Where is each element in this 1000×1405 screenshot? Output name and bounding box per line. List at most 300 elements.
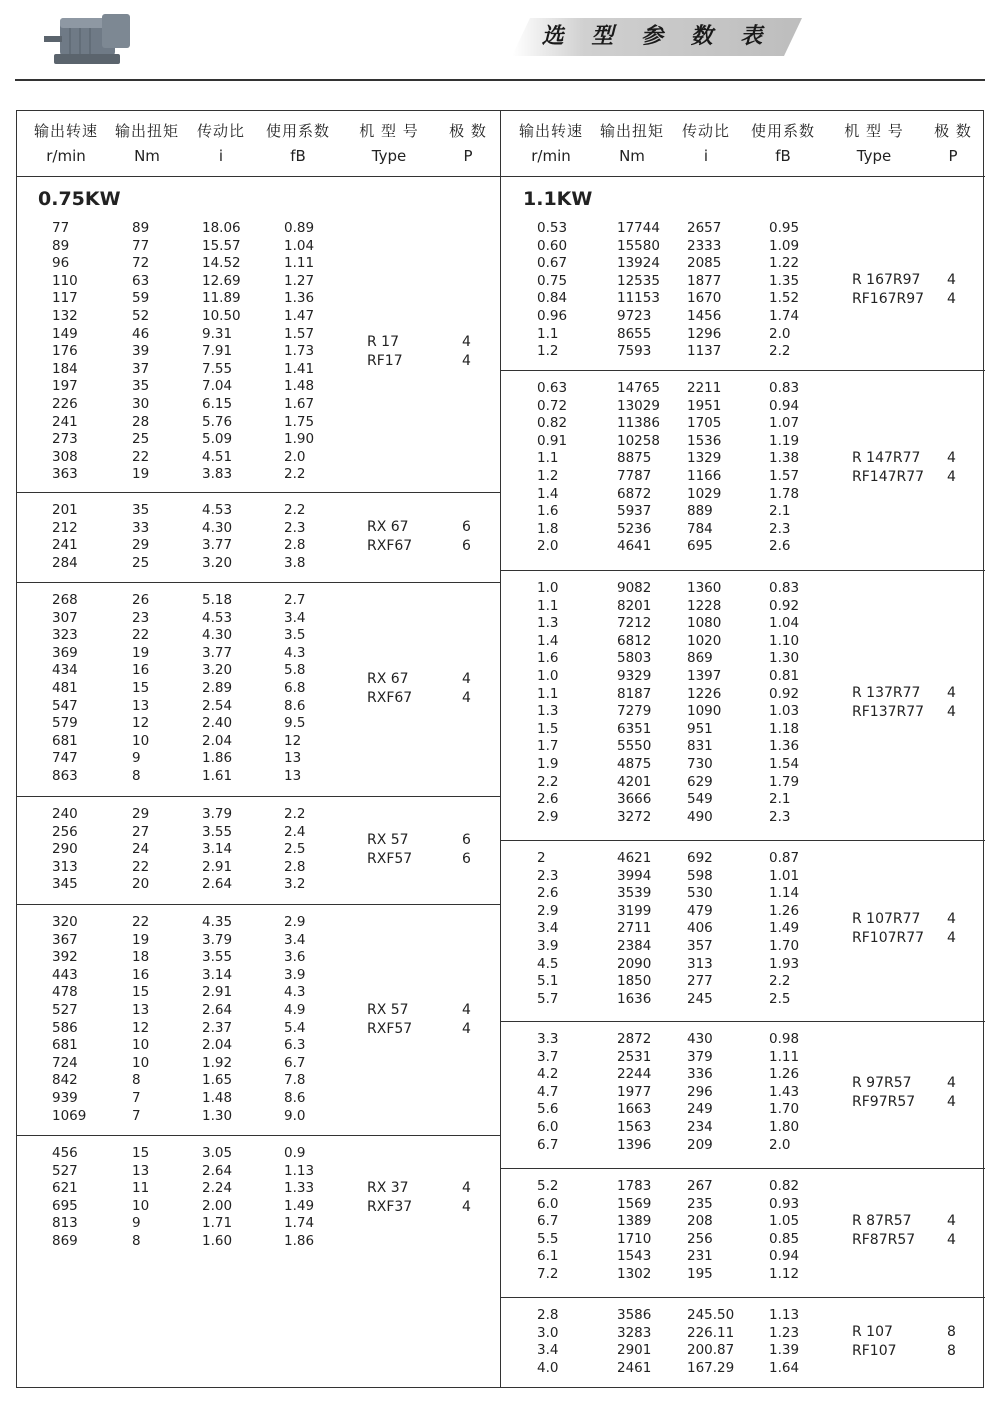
torque-cell: 3539 bbox=[617, 885, 652, 902]
speed-cell: 0.53 bbox=[537, 220, 568, 236]
service-factor-cell: 1.26 bbox=[769, 1066, 800, 1083]
ratio-cell: 3.14 bbox=[202, 966, 233, 983]
table-row bbox=[16, 680, 500, 698]
pole-count: 4 bbox=[947, 911, 956, 928]
ratio-cell: 951 bbox=[687, 720, 713, 737]
table-row bbox=[501, 1360, 985, 1378]
speed-cell: 1.1 bbox=[537, 685, 559, 702]
ratio-cell: 1.86 bbox=[202, 750, 233, 767]
torque-cell: 13 bbox=[132, 697, 150, 714]
speed-cell: 1.0 bbox=[537, 580, 559, 596]
service-factor-cell: 1.11 bbox=[769, 1048, 800, 1065]
ratio-cell: 1329 bbox=[687, 450, 722, 467]
speed-cell: 1.6 bbox=[537, 503, 559, 520]
ratio-cell: 1.60 bbox=[202, 1233, 233, 1249]
pole-count: 6 bbox=[462, 832, 471, 848]
table-row bbox=[16, 255, 500, 273]
table-row bbox=[501, 1248, 985, 1266]
ratio-cell: 6.15 bbox=[202, 396, 233, 412]
torque-cell: 29 bbox=[132, 806, 150, 822]
torque-cell: 11 bbox=[132, 1180, 150, 1197]
table-row bbox=[16, 238, 500, 256]
ratio-cell: 889 bbox=[687, 503, 713, 520]
table-row bbox=[16, 750, 500, 768]
header-label-zh: 使用系数 bbox=[265, 122, 330, 140]
table-row bbox=[501, 991, 985, 1009]
pole-count: 4 bbox=[462, 670, 471, 687]
service-factor-cell: 9.0 bbox=[284, 1107, 306, 1124]
torque-cell: 30 bbox=[132, 396, 150, 412]
speed-cell: 0.67 bbox=[537, 255, 568, 272]
header-rule bbox=[15, 79, 985, 81]
ratio-cell: 2.91 bbox=[202, 858, 233, 875]
table-row bbox=[16, 1163, 500, 1181]
type-group bbox=[16, 110, 500, 493]
service-factor-cell: 1.33 bbox=[284, 1180, 315, 1197]
service-factor-cell: 0.83 bbox=[769, 580, 800, 596]
speed-cell: 0.63 bbox=[537, 380, 568, 396]
torque-cell: 8 bbox=[132, 768, 141, 784]
service-factor-cell: 2.6 bbox=[769, 538, 791, 555]
gear-motor-icon bbox=[40, 10, 135, 70]
torque-cell: 77 bbox=[132, 237, 150, 254]
speed-cell: 842 bbox=[52, 1072, 78, 1089]
torque-cell: 8 bbox=[132, 1233, 141, 1249]
service-factor-cell: 6.3 bbox=[284, 1037, 306, 1054]
service-factor-cell: 13 bbox=[284, 768, 302, 784]
speed-cell: 176 bbox=[52, 343, 78, 360]
torque-cell: 33 bbox=[132, 519, 150, 536]
table-row bbox=[16, 932, 500, 950]
table-row bbox=[501, 433, 985, 451]
speed-cell: 149 bbox=[52, 325, 78, 342]
ratio-cell: 226.11 bbox=[687, 1324, 735, 1341]
service-factor-cell: 2.0 bbox=[284, 448, 306, 465]
service-factor-cell: 1.36 bbox=[284, 290, 315, 307]
service-factor-cell: 1.75 bbox=[284, 413, 315, 430]
ratio-cell: 2.89 bbox=[202, 680, 233, 696]
ratio-cell: 479 bbox=[687, 902, 713, 919]
table-row bbox=[16, 967, 500, 985]
ratio-cell: 3.79 bbox=[202, 931, 233, 948]
type-group bbox=[501, 1168, 985, 1298]
torque-cell: 5550 bbox=[617, 738, 652, 755]
table-row bbox=[501, 721, 985, 739]
service-factor-cell: 1.49 bbox=[769, 920, 800, 937]
speed-cell: 1.3 bbox=[537, 703, 559, 720]
torque-cell: 15580 bbox=[617, 237, 660, 254]
service-factor-cell: 1.79 bbox=[769, 773, 800, 790]
speed-cell: 681 bbox=[52, 732, 78, 749]
torque-cell: 4641 bbox=[617, 538, 652, 555]
pole-count: 4 bbox=[947, 1212, 956, 1229]
service-factor-cell: 12 bbox=[284, 732, 302, 749]
torque-cell: 15 bbox=[132, 984, 150, 1001]
service-factor-cell: 0.92 bbox=[769, 597, 800, 614]
pole-count: 4 bbox=[462, 689, 471, 706]
ratio-cell: 5.18 bbox=[202, 592, 233, 608]
torque-cell: 15 bbox=[132, 1145, 150, 1161]
table-row bbox=[501, 756, 985, 774]
ratio-cell: 4.30 bbox=[202, 519, 233, 536]
table-row bbox=[501, 238, 985, 256]
ratio-cell: 7.91 bbox=[202, 343, 233, 360]
torque-cell: 9723 bbox=[617, 308, 652, 324]
torque-cell: 16 bbox=[132, 966, 150, 983]
type-label: R 17 bbox=[367, 334, 399, 350]
speed-cell: 392 bbox=[52, 949, 78, 966]
type-label: R 87R57 bbox=[852, 1212, 912, 1229]
speed-cell: 6.0 bbox=[537, 1195, 559, 1212]
pole-count: 4 bbox=[947, 291, 956, 308]
ratio-cell: 831 bbox=[687, 738, 713, 755]
torque-cell: 35 bbox=[132, 502, 150, 518]
speed-cell: 363 bbox=[52, 466, 78, 483]
pole-count: 4 bbox=[947, 1074, 956, 1091]
table-row bbox=[16, 1215, 500, 1233]
service-factor-cell: 2.0 bbox=[769, 1136, 791, 1153]
table-row bbox=[501, 220, 985, 238]
ratio-cell: 1296 bbox=[687, 325, 722, 342]
speed-cell: 621 bbox=[52, 1180, 78, 1197]
service-factor-cell: 0.81 bbox=[769, 668, 800, 684]
header-label-en: r/min bbox=[46, 147, 86, 165]
ratio-cell: 12.69 bbox=[202, 272, 241, 289]
service-factor-cell: 8.6 bbox=[284, 697, 306, 714]
table-row bbox=[501, 809, 985, 827]
service-factor-cell: 1.36 bbox=[769, 738, 800, 755]
table-row bbox=[501, 1342, 985, 1360]
service-factor-cell: 3.4 bbox=[284, 609, 306, 626]
ratio-cell: 1080 bbox=[687, 615, 722, 632]
speed-cell: 117 bbox=[52, 290, 78, 307]
torque-cell: 2461 bbox=[617, 1359, 652, 1376]
torque-cell: 8875 bbox=[617, 450, 652, 467]
torque-cell: 7279 bbox=[617, 703, 652, 720]
service-factor-cell: 2.3 bbox=[284, 519, 306, 536]
type-label: RX 67 bbox=[367, 519, 409, 536]
service-factor-cell: 2.2 bbox=[284, 466, 306, 483]
service-factor-cell: 1.11 bbox=[284, 255, 315, 272]
pole-count: 4 bbox=[462, 353, 471, 369]
ratio-cell: 249 bbox=[687, 1101, 713, 1118]
torque-cell: 19 bbox=[132, 466, 150, 483]
table-row bbox=[501, 738, 985, 756]
service-factor-cell: 0.95 bbox=[769, 220, 800, 236]
service-factor-cell: 7.8 bbox=[284, 1072, 306, 1089]
torque-cell: 8187 bbox=[617, 685, 652, 702]
service-factor-cell: 2.2 bbox=[284, 806, 306, 822]
service-factor-cell: 8.6 bbox=[284, 1090, 306, 1106]
speed-cell: 5.6 bbox=[537, 1101, 559, 1118]
speed-cell: 695 bbox=[52, 1197, 78, 1214]
ratio-cell: 2.91 bbox=[202, 984, 233, 1001]
type-group bbox=[501, 1297, 985, 1388]
torque-cell: 1543 bbox=[617, 1248, 652, 1265]
service-factor-cell: 1.80 bbox=[769, 1119, 800, 1135]
service-factor-cell: 1.18 bbox=[769, 720, 800, 737]
speed-cell: 184 bbox=[52, 360, 78, 377]
ratio-cell: 245.50 bbox=[687, 1307, 735, 1323]
service-factor-cell: 1.73 bbox=[284, 343, 315, 360]
type-group bbox=[16, 1135, 500, 1388]
table-row bbox=[16, 555, 500, 573]
table-row bbox=[16, 1180, 500, 1198]
speed-cell: 1.5 bbox=[537, 720, 559, 737]
speed-cell: 1.4 bbox=[537, 632, 559, 649]
service-factor-cell: 0.9 bbox=[284, 1145, 306, 1161]
service-factor-cell: 3.9 bbox=[284, 966, 306, 983]
header-label-zh: 输出扭矩 bbox=[599, 122, 664, 140]
service-factor-cell: 3.2 bbox=[284, 876, 306, 893]
speed-cell: 226 bbox=[52, 396, 78, 412]
table-row bbox=[16, 537, 500, 555]
table-row bbox=[501, 850, 985, 868]
ratio-cell: 2.54 bbox=[202, 697, 233, 714]
table-row bbox=[16, 645, 500, 663]
table-row bbox=[501, 503, 985, 521]
ratio-cell: 256 bbox=[687, 1230, 713, 1247]
type-group bbox=[501, 840, 985, 1022]
ratio-cell: 1360 bbox=[687, 580, 722, 596]
speed-cell: 4.7 bbox=[537, 1083, 559, 1100]
service-factor-cell: 0.85 bbox=[769, 1230, 800, 1247]
header-label-zh: 极 数 bbox=[934, 122, 972, 140]
torque-cell: 3666 bbox=[617, 791, 652, 808]
speed-cell: 313 bbox=[52, 858, 78, 875]
table-row bbox=[501, 1178, 985, 1196]
header-label-en: i bbox=[218, 147, 224, 165]
table-row bbox=[16, 715, 500, 733]
ratio-cell: 3.83 bbox=[202, 466, 233, 483]
torque-cell: 7787 bbox=[617, 468, 652, 484]
table-row bbox=[16, 466, 500, 484]
torque-cell: 4621 bbox=[617, 850, 652, 866]
torque-cell: 9082 bbox=[617, 580, 652, 596]
table-right-column bbox=[500, 110, 985, 1388]
service-factor-cell: 3.8 bbox=[284, 554, 306, 571]
ratio-cell: 267 bbox=[687, 1178, 713, 1194]
type-group bbox=[16, 904, 500, 1136]
ratio-cell: 598 bbox=[687, 867, 713, 884]
torque-cell: 35 bbox=[132, 378, 150, 395]
pole-count: 4 bbox=[462, 1020, 471, 1037]
speed-cell: 1.7 bbox=[537, 738, 559, 755]
service-factor-cell: 4.9 bbox=[284, 1002, 306, 1018]
table-row bbox=[501, 1137, 985, 1155]
torque-cell: 29 bbox=[132, 537, 150, 554]
service-factor-cell: 1.10 bbox=[769, 632, 800, 649]
torque-cell: 2531 bbox=[617, 1048, 652, 1065]
ratio-cell: 209 bbox=[687, 1136, 713, 1153]
type-group bbox=[16, 796, 500, 905]
service-factor-cell: 1.54 bbox=[769, 756, 800, 772]
power-label-left: 0.75KW bbox=[38, 188, 121, 210]
type-label: RXF67 bbox=[367, 689, 413, 706]
pole-count: 4 bbox=[947, 469, 956, 485]
pole-count: 6 bbox=[462, 519, 471, 536]
type-label: RF87R57 bbox=[852, 1231, 916, 1248]
torque-cell: 7 bbox=[132, 1090, 141, 1106]
speed-cell: 1.8 bbox=[537, 520, 559, 537]
torque-cell: 2901 bbox=[617, 1342, 652, 1359]
speed-cell: 0.84 bbox=[537, 290, 568, 307]
table-row bbox=[501, 774, 985, 792]
torque-cell: 25 bbox=[132, 554, 150, 571]
speed-cell: 4.0 bbox=[537, 1359, 559, 1376]
speed-cell: 1.3 bbox=[537, 615, 559, 632]
speed-cell: 212 bbox=[52, 519, 78, 536]
service-factor-cell: 1.39 bbox=[769, 1342, 800, 1359]
table-row bbox=[501, 308, 985, 326]
pole-count: 4 bbox=[462, 334, 471, 350]
speed-cell: 201 bbox=[52, 502, 78, 518]
torque-cell: 20 bbox=[132, 876, 150, 893]
table-row bbox=[501, 380, 985, 398]
torque-cell: 3586 bbox=[617, 1307, 652, 1323]
ratio-cell: 430 bbox=[687, 1031, 713, 1047]
torque-cell: 19 bbox=[132, 931, 150, 948]
type-label: RX 57 bbox=[367, 832, 409, 848]
torque-cell: 26 bbox=[132, 592, 150, 608]
ratio-cell: 1226 bbox=[687, 685, 722, 702]
speed-cell: 268 bbox=[52, 592, 78, 608]
pole-count: 4 bbox=[947, 930, 956, 947]
ratio-cell: 2657 bbox=[687, 220, 722, 236]
ratio-cell: 235 bbox=[687, 1195, 713, 1212]
torque-cell: 39 bbox=[132, 343, 150, 360]
speed-cell: 813 bbox=[52, 1215, 78, 1232]
header-label-zh: 输出转速 bbox=[33, 122, 98, 140]
table-row bbox=[501, 415, 985, 433]
service-factor-cell: 13 bbox=[284, 750, 302, 767]
pole-count: 4 bbox=[947, 1093, 956, 1110]
speed-cell: 241 bbox=[52, 537, 78, 554]
service-factor-cell: 1.07 bbox=[769, 415, 800, 432]
ratio-cell: 2.37 bbox=[202, 1019, 233, 1036]
service-factor-cell: 4.3 bbox=[284, 984, 306, 1001]
pole-count: 4 bbox=[462, 1198, 471, 1215]
service-factor-cell: 0.94 bbox=[769, 1248, 800, 1265]
ratio-cell: 336 bbox=[687, 1066, 713, 1083]
type-label: RF167R97 bbox=[852, 291, 925, 308]
speed-cell: 2.0 bbox=[537, 538, 559, 555]
service-factor-cell: 2.0 bbox=[769, 325, 791, 342]
torque-cell: 8201 bbox=[617, 597, 652, 614]
service-factor-cell: 1.14 bbox=[769, 885, 800, 902]
service-factor-cell: 1.22 bbox=[769, 255, 800, 272]
torque-cell: 22 bbox=[132, 448, 150, 465]
torque-cell: 2384 bbox=[617, 938, 652, 954]
ratio-cell: 692 bbox=[687, 850, 713, 866]
ratio-cell: 490 bbox=[687, 808, 713, 825]
type-group bbox=[16, 492, 500, 583]
type-label: R 97R57 bbox=[852, 1074, 912, 1091]
ratio-cell: 195 bbox=[687, 1266, 713, 1282]
page-header bbox=[0, 0, 1000, 90]
torque-cell: 9 bbox=[132, 750, 141, 767]
speed-cell: 747 bbox=[52, 750, 78, 767]
speed-cell: 1.1 bbox=[537, 450, 559, 467]
ratio-cell: 4.30 bbox=[202, 627, 233, 644]
ratio-cell: 2085 bbox=[687, 255, 722, 272]
service-factor-cell: 0.89 bbox=[284, 220, 315, 236]
pole-count: 8 bbox=[947, 1343, 956, 1360]
table-row bbox=[501, 868, 985, 886]
service-factor-cell: 1.12 bbox=[769, 1266, 800, 1282]
torque-cell: 1663 bbox=[617, 1101, 652, 1118]
table-row bbox=[501, 486, 985, 504]
service-factor-cell: 1.26 bbox=[769, 902, 800, 919]
service-factor-cell: 0.82 bbox=[769, 1178, 800, 1194]
speed-cell: 3.7 bbox=[537, 1048, 559, 1065]
service-factor-cell: 1.23 bbox=[769, 1324, 800, 1341]
service-factor-cell: 0.92 bbox=[769, 685, 800, 702]
header-label-en: fB bbox=[775, 147, 791, 165]
speed-cell: 4.2 bbox=[537, 1066, 559, 1083]
type-label: RXF37 bbox=[367, 1198, 413, 1215]
header-label-en: r/min bbox=[531, 147, 571, 165]
pole-count: 6 bbox=[462, 851, 471, 867]
torque-cell: 12 bbox=[132, 715, 150, 732]
ratio-cell: 200.87 bbox=[687, 1342, 735, 1359]
table-row bbox=[16, 308, 500, 326]
service-factor-cell: 2.4 bbox=[284, 823, 306, 840]
torque-cell: 15 bbox=[132, 680, 150, 696]
ratio-cell: 277 bbox=[687, 973, 713, 990]
torque-cell: 10 bbox=[132, 1037, 150, 1054]
service-factor-cell: 9.5 bbox=[284, 715, 306, 732]
service-factor-cell: 1.03 bbox=[769, 703, 800, 720]
ratio-cell: 14.52 bbox=[202, 255, 241, 272]
ratio-cell: 3.77 bbox=[202, 537, 233, 554]
service-factor-cell: 1.93 bbox=[769, 955, 800, 972]
type-label: RXF57 bbox=[367, 1020, 413, 1037]
table-row bbox=[501, 1066, 985, 1084]
table-row bbox=[501, 633, 985, 651]
service-factor-cell: 2.1 bbox=[769, 791, 791, 808]
table-row bbox=[501, 650, 985, 668]
speed-cell: 586 bbox=[52, 1019, 78, 1036]
table-row bbox=[16, 343, 500, 361]
ratio-cell: 296 bbox=[687, 1083, 713, 1100]
header-label-en: Type bbox=[371, 147, 407, 165]
header-label-en: Type bbox=[856, 147, 892, 165]
ratio-cell: 2.64 bbox=[202, 876, 233, 893]
ratio-cell: 4.53 bbox=[202, 502, 233, 518]
type-group bbox=[16, 582, 500, 797]
table-row bbox=[501, 1213, 985, 1231]
ratio-cell: 2.64 bbox=[202, 1162, 233, 1179]
ratio-cell: 695 bbox=[687, 538, 713, 555]
service-factor-cell: 6.8 bbox=[284, 680, 306, 696]
table-row bbox=[16, 273, 500, 291]
ratio-cell: 1166 bbox=[687, 468, 722, 484]
ratio-cell: 10.50 bbox=[202, 308, 241, 324]
table-row bbox=[501, 668, 985, 686]
ratio-cell: 245 bbox=[687, 990, 713, 1007]
speed-cell: 6.7 bbox=[537, 1213, 559, 1230]
speed-cell: 2.9 bbox=[537, 902, 559, 919]
ratio-cell: 2.04 bbox=[202, 1037, 233, 1054]
table-row bbox=[501, 1119, 985, 1137]
speed-cell: 1.1 bbox=[537, 597, 559, 614]
table-row bbox=[16, 1090, 500, 1108]
table-row bbox=[501, 1266, 985, 1284]
torque-cell: 1977 bbox=[617, 1083, 652, 1100]
speed-cell: 284 bbox=[52, 554, 78, 571]
service-factor-cell: 1.04 bbox=[284, 237, 315, 254]
